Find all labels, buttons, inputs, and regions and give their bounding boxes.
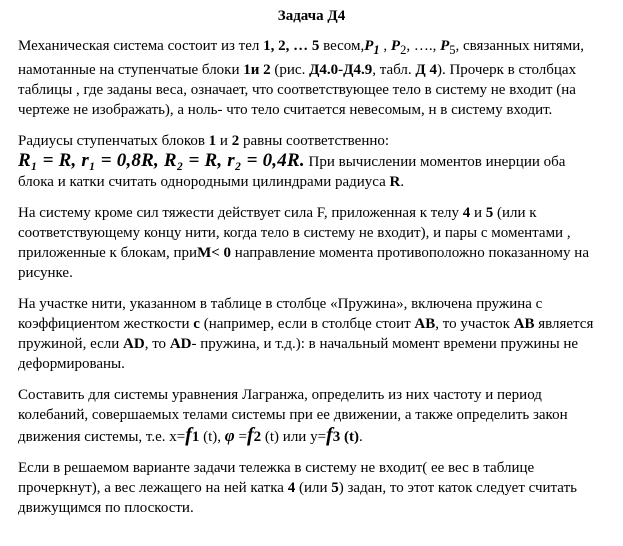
segment-ref: АВ (513, 316, 535, 332)
text: (рис. (270, 62, 310, 78)
page-title: Задача Д4 (277, 8, 346, 24)
segment-ref: АВ (414, 316, 436, 332)
text: , то участок (435, 316, 514, 332)
figure-ref: Д4.0-Д4.9 (309, 62, 373, 78)
paragraph-lagrange (18, 385, 605, 447)
weight-symbol: P (364, 38, 374, 54)
text: = (234, 429, 247, 445)
stiffness-symbol: с (193, 316, 200, 332)
phi-symbol: φ (224, 426, 235, 445)
body-number: 4 (462, 205, 471, 221)
text: (например, если в столбце стоит (199, 316, 415, 332)
weight-subscript: 5 (449, 43, 456, 57)
text: (t) или у= (261, 429, 327, 445)
weight-subscript: 2 (400, 43, 407, 57)
text: весом, (319, 38, 365, 54)
text: Составить для системы уравнения Лагранжа, определить из них частоту и период колебаний, совершаемых телами системы при ее движении, а также определить закон движения системы, т.е. х= (18, 387, 568, 445)
text: Радиусы ступенчатых блоков (18, 133, 209, 149)
bodies-range: 1, 2, … 5 (263, 38, 320, 54)
text: является пружиной, если (18, 316, 594, 352)
body-number: 4 (287, 480, 296, 496)
text: , табл. (372, 62, 416, 78)
block-number: 1 (208, 133, 217, 149)
body-number: 5 (331, 480, 339, 496)
table-ref: Д 4 (415, 62, 437, 78)
paragraph-radii (18, 131, 605, 192)
radii-formula: R₁ = R, r₁ = 0,8R, R₂ = R, r₂ = 0,4R. (18, 150, 305, 171)
text: На участке нити, указанном в таблице в столбце «Пружина», включена пружина с коэффициентом жесткости (18, 296, 543, 332)
segment-ref: AD (169, 336, 192, 352)
function-symbol: f (185, 424, 192, 446)
function-index: 3 (332, 429, 341, 445)
blocks-ref: 1и 2 (243, 62, 271, 78)
text: (t) (340, 429, 359, 445)
text: , то (144, 336, 170, 352)
text: , связанных нитями, намотанные на ступенчатые блоки (18, 38, 585, 78)
paragraph-forces (18, 203, 605, 283)
weight-subscript: 1 (373, 43, 380, 57)
text: и (470, 205, 486, 221)
text: При вычислении моментов инерции оба блока и катки считать однородными цилиндрами радиуса (18, 154, 566, 190)
text: . (400, 174, 405, 190)
function-index: 2 (253, 429, 262, 445)
text: (или к соответствующему концу нити, когда тело в систему не входит), и пары с моментами , приложенные к блокам, при (18, 205, 571, 261)
radius-symbol: R (389, 174, 401, 190)
text: равны соответственно: (239, 133, 390, 149)
text: и (216, 133, 232, 149)
text: - пружина, и т.д.): в начальный момент времени пружины не деформированы. (18, 336, 579, 372)
text: направление момента противоположно показанному на рисунке. (18, 245, 589, 281)
paragraph-system-description (18, 36, 605, 120)
paragraph-spring (18, 294, 605, 374)
weight-symbol: P (440, 38, 450, 54)
text: ). Прочерк в столбцах таблицы , где заданы веса, означает, что соответствующее тело в систему не входит (на чертеже не изображать), а ноль- что тело считается невесомым, н в систему входит. (18, 62, 577, 118)
function-index: 1 (191, 429, 200, 445)
text: . (358, 429, 363, 445)
text: , (379, 38, 391, 54)
segment-ref: AD (123, 336, 145, 352)
text: Если в решаемом варианте задачи тележка в систему не входит( ее вес в таблице прочеркнут), а вес лежащего на ней катка (18, 460, 535, 496)
weight-symbol: P (390, 38, 401, 54)
text: Механическая система состоит из тел (18, 38, 264, 54)
body-number: 5 (485, 205, 494, 221)
text: (или (295, 480, 332, 496)
paragraph-cart (18, 458, 605, 518)
block-number: 2 (231, 133, 240, 149)
moment-condition: M< 0 (197, 245, 232, 261)
function-symbol: f (326, 424, 333, 446)
text: На систему кроме сил тяжести действует сила F, приложенная к телу (18, 205, 463, 221)
text: , …., (406, 38, 441, 54)
text: (t), (199, 429, 225, 445)
text: ) задан, то этот каток следует считать движущимся по плоскости. (18, 480, 577, 516)
function-symbol: f (246, 424, 254, 446)
